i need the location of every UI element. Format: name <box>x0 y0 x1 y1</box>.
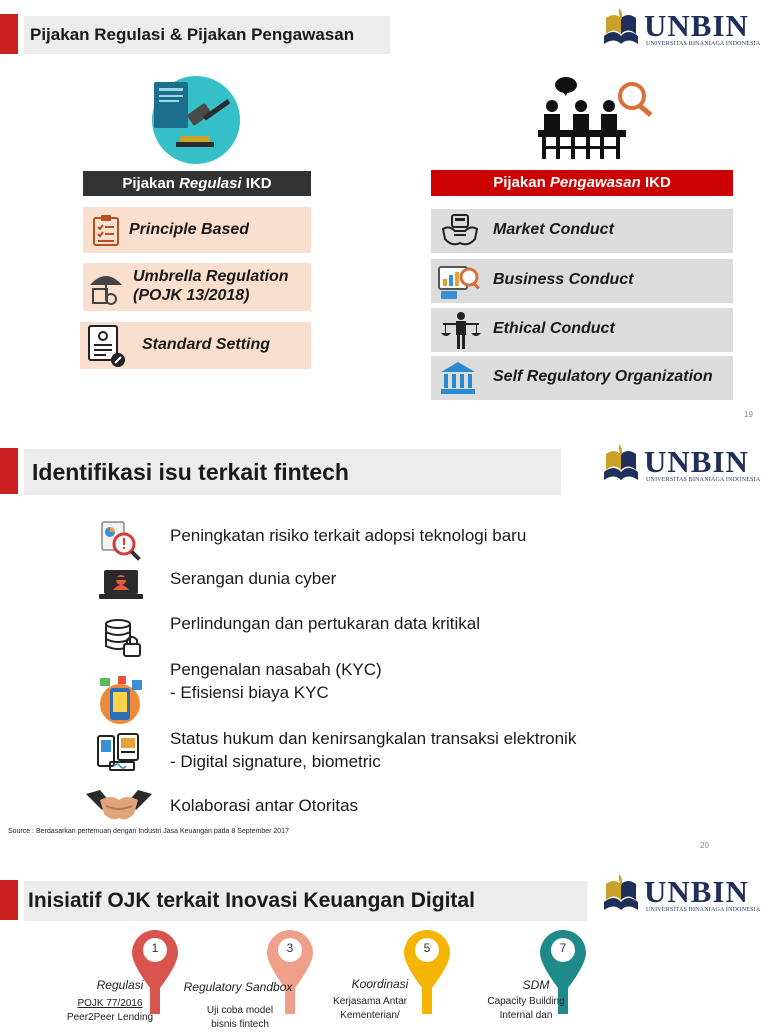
checklist-icon <box>91 215 121 247</box>
pin-7-title: SDM <box>522 978 550 992</box>
slide-20 <box>0 440 768 858</box>
umbrella-icon <box>87 269 125 307</box>
issue-item-1 <box>170 524 526 547</box>
regulasi-item-standard-setting <box>80 322 311 369</box>
umbrella-regulation-line2: (POJK 13/2018) <box>133 287 250 304</box>
issue-item-5 <box>170 727 576 773</box>
regulasi-header-prefix: Pijakan <box>122 175 180 192</box>
issue-4-line2: - Efisiensi biaya KYC <box>170 683 329 702</box>
pin-3-body <box>180 1004 300 1032</box>
title-accent-bar <box>0 14 18 54</box>
pin-3-number: 3 <box>286 941 294 955</box>
handshake-icon <box>441 213 479 249</box>
pin-5-body-line1: Kerjasama Antar <box>333 996 407 1007</box>
pengawasan-item-market-conduct <box>431 209 733 253</box>
slide-19 <box>0 0 768 428</box>
regulasi-item-umbrella-regulation <box>83 263 311 311</box>
regulasi-header <box>83 171 311 196</box>
digital-signature-icon <box>96 732 142 772</box>
kyc-mobile-icon <box>96 674 148 726</box>
pengawasan-item-sro <box>431 356 733 400</box>
logo-subtitle: UNIVERSITAS BINANIAGA INDONESIA <box>646 477 761 483</box>
regulasi-item-principle-based <box>83 207 311 253</box>
sro-label: Self Regulatory Organization <box>493 368 713 385</box>
source-note: Source : Berdasarkan pertemuan dengan Industri Jasa Keuangan pada 8 September 2017 <box>8 828 289 835</box>
issue-item-3 <box>170 612 480 635</box>
supervision-people-icon <box>536 74 656 164</box>
slide-separator <box>0 858 768 868</box>
principle-based-label: Principle Based <box>129 221 250 238</box>
pin-1-body-line2: Peer2Peer Lending <box>66 1012 154 1023</box>
slide-title: Pijakan Regulasi & Pijakan Pengawasan <box>24 16 390 54</box>
certificate-icon <box>86 324 126 368</box>
pin-7-body-line2: Internal dan <box>499 1010 553 1021</box>
business-conduct-label: Business Conduct <box>493 271 634 288</box>
database-lock-icon <box>100 618 146 658</box>
issue-5-line1: Status hukum dan kenirsangkalan transaksi elektronik <box>170 729 577 748</box>
logo-subtitle: UNIVERSITAS BINANIAGA INDONESIA <box>646 907 761 913</box>
pin-1-number: 1 <box>151 941 159 955</box>
risk-search-icon <box>98 520 144 560</box>
law-gavel-icon <box>146 72 242 168</box>
title-accent-bar <box>0 448 18 494</box>
pengawasan-header-suffix: IKD <box>640 174 671 191</box>
issue-3-line1: Perlindungan dan pertukaran data kritikal <box>170 614 480 633</box>
slide-title: Inisiatif OJK terkait Inovasi Keuangan Digital <box>24 881 587 921</box>
scales-icon <box>439 311 483 351</box>
analytics-icon <box>437 263 481 301</box>
hacker-laptop-icon <box>98 566 144 606</box>
pengawasan-header-prefix: Pijakan <box>493 174 550 191</box>
pin-7-body-line1: Capacity Building <box>487 996 565 1007</box>
collaboration-handshake-icon <box>86 786 152 830</box>
ethical-conduct-label: Ethical Conduct <box>493 320 615 337</box>
unbin-book-logo-icon <box>600 6 642 48</box>
pin-5-title: Koordinasi <box>351 977 409 991</box>
unbin-logo <box>600 4 762 52</box>
pin-5-body-line2: Kementerian/ <box>340 1010 400 1021</box>
unbin-logo <box>600 440 762 488</box>
pin-5-number: 5 <box>423 941 431 955</box>
pin-1-body-line1: POJK 77/2016 <box>77 998 143 1009</box>
issue-item-2 <box>170 567 336 590</box>
umbrella-regulation-line1: Umbrella Regulation <box>133 268 289 285</box>
issue-item-6 <box>170 794 358 817</box>
issue-4-line1: Pengenalan nasabah (KYC) <box>170 660 382 679</box>
logo-wordmark: UNBIN <box>644 444 749 479</box>
unbin-logo <box>600 870 762 918</box>
pin-5-body <box>310 995 430 1023</box>
pengawasan-item-ethical-conduct <box>431 308 733 352</box>
issue-1-line1: Peningkatan risiko terkait adopsi teknologi baru <box>170 526 527 545</box>
page-number: 20 <box>700 841 709 850</box>
regulasi-header-italic: Regulasi <box>179 175 242 192</box>
page-number: 19 <box>744 410 753 419</box>
pengawasan-header-italic: Pengawasan <box>549 174 641 191</box>
slide-21 <box>0 868 768 1030</box>
bank-icon <box>439 360 477 396</box>
issue-item-4 <box>170 658 382 704</box>
pin-7-number: 7 <box>559 941 567 955</box>
title-accent-bar <box>0 880 18 920</box>
unbin-book-logo-icon <box>600 442 642 484</box>
pengawasan-header <box>431 170 733 196</box>
issue-2-line1: Serangan dunia cyber <box>170 569 337 588</box>
pengawasan-item-business-conduct <box>431 259 733 303</box>
market-conduct-label: Market Conduct <box>493 221 614 238</box>
pin-3-body-line2: bisnis fintech <box>211 1019 269 1030</box>
logo-subtitle: UNIVERSITAS BINANIAGA INDONESIA <box>646 41 761 47</box>
slide-separator <box>0 428 768 438</box>
pin-7-body <box>456 995 596 1023</box>
pin-3-title: Regulatory Sandbox <box>183 980 293 994</box>
issue-6-line1: Kolaborasi antar Otoritas <box>170 796 359 815</box>
logo-wordmark: UNBIN <box>644 874 749 909</box>
unbin-book-logo-icon <box>600 872 642 914</box>
regulasi-header-suffix: IKD <box>241 175 272 192</box>
pin-1-title: Regulasi <box>96 978 144 992</box>
issue-5-line2: - Digital signature, biometric <box>170 752 381 771</box>
pin-3-body-line1: Uji coba model <box>206 1005 274 1016</box>
umbrella-regulation-label <box>133 267 289 305</box>
pin-1-body <box>40 997 180 1025</box>
logo-wordmark: UNBIN <box>644 8 749 43</box>
slide-title: Identifikasi isu terkait fintech <box>24 449 561 495</box>
standard-setting-label: Standard Setting <box>142 336 271 353</box>
